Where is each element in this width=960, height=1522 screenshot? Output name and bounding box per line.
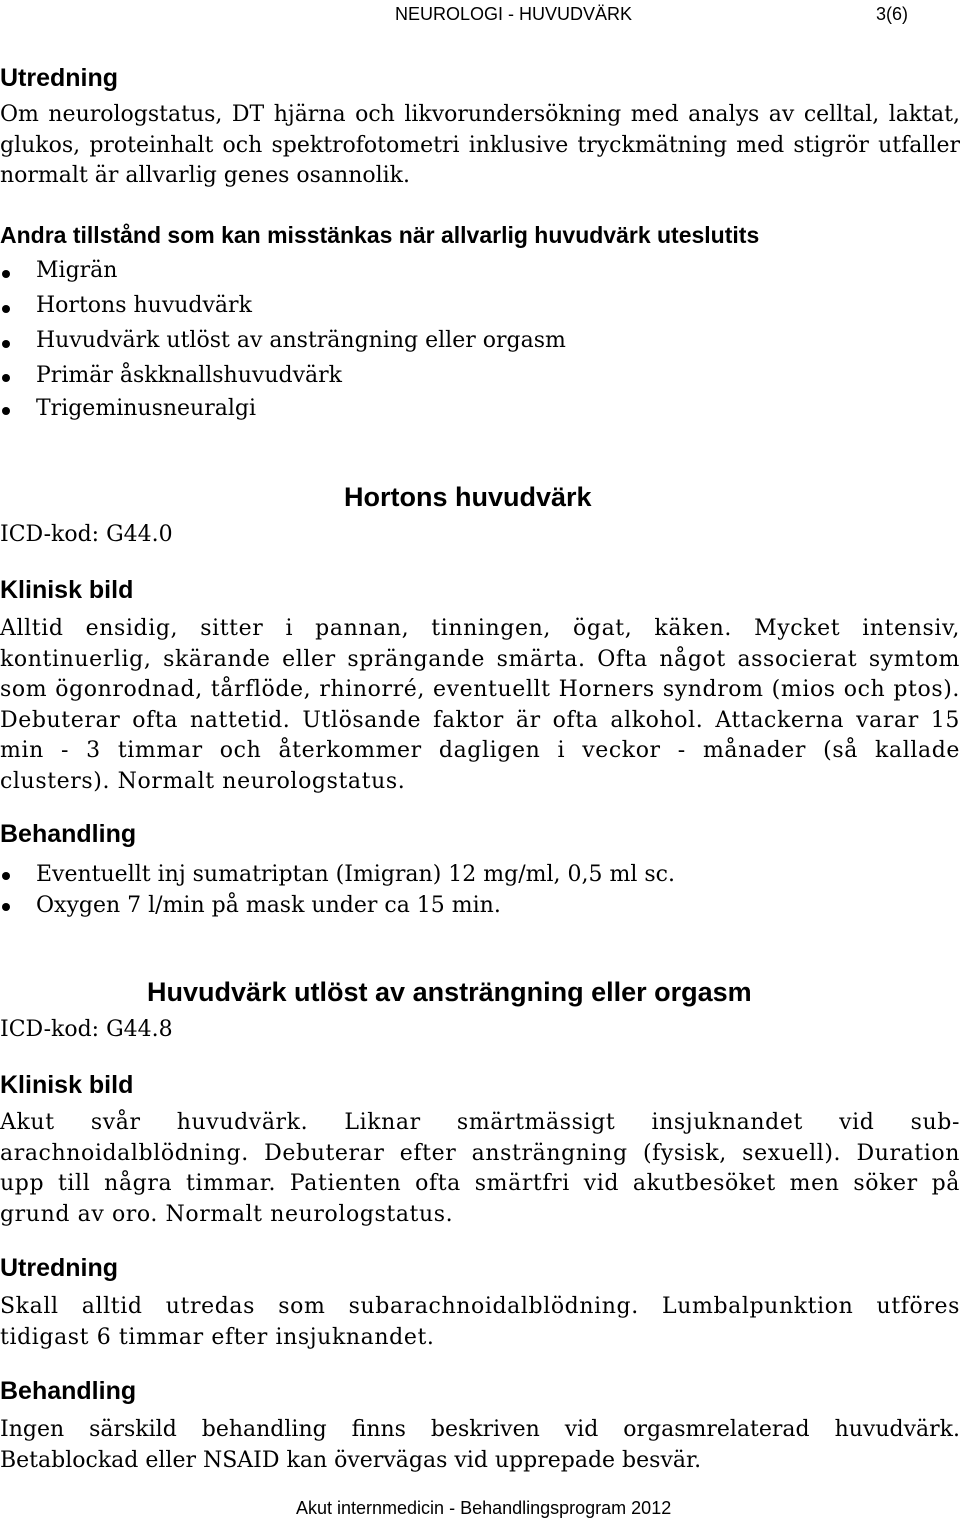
exertion-treatment-heading: Behandling	[0, 1377, 137, 1405]
page-number: 3(6)	[876, 4, 909, 24]
exertion-treatment-paragraph: Ingen särskild behandling finns beskriven vid orgasmrelaterad huvudvärk. Betablockad eller NSAID kan övervägas vid upprepade besvär.	[0, 1417, 960, 1473]
list-item: Huvudvärk utlöst av ansträngning eller orgasm	[0, 326, 566, 361]
bullet-icon	[2, 270, 10, 278]
bullet-icon	[2, 872, 10, 880]
list-item: Primär åskknallshuvudvärk	[0, 361, 566, 394]
list-item: Trigeminusneuralgi	[0, 394, 566, 427]
exertion-investigation-heading: Utredning	[0, 1254, 119, 1282]
hortons-clinical-heading: Klinisk bild	[0, 576, 134, 604]
list-item: Oxygen 7 l/min på mask under ca 15 min.	[0, 891, 675, 922]
hortons-treatment-list	[0, 860, 675, 922]
bullet-icon	[2, 374, 10, 382]
exertion-investigation-paragraph: Skall alltid utredas som subarachnoidalblödning. Lumbalpunktion utföres tidigast 6 timmar efter insjuknandet.	[0, 1294, 960, 1350]
hortons-treatment-heading: Behandling	[0, 820, 137, 848]
hortons-clinical-paragraph: Alltid ensidig, sitter i pannan, tinningen, ögat, käken. Mycket intensiv, kontinuerlig, skärande eller sprängande smärta. Ofta något associerat symtom som ögonrodnad, tårflöde, rhinorré, eventuellt Horners syndrom (mios och ptos). Debuterar ofta nattetid. Utlösande faktor är ofta alkohol. Attackerna varar 15 min - 3 timmar och återkommer dagligen i veckor - månader (så kallade clusters). Normalt neurologstatus.	[0, 616, 960, 794]
other-conditions-list	[0, 256, 566, 427]
utredning-paragraph: Om neurologstatus, DT hjärna och likvorundersökning med analys av celltal, laktat, glukos, proteinhalt och spektrofotometri inklusive tryckmätning med stigrör utfaller normalt är allvarlig genes osannolik.	[0, 102, 960, 188]
list-item: Migrän	[0, 256, 566, 291]
bullet-icon	[2, 407, 10, 415]
exertion-icd-code: ICD-kod: G44.8	[0, 1017, 173, 1042]
running-footer: Akut internmedicin - Behandlingsprogram 2012	[296, 1498, 672, 1518]
bullet-icon	[2, 305, 10, 313]
exertion-clinical-paragraph: Akut svår huvudvärk. Liknar smärtmässigt insjuknandet vid sub-arachnoidalblödning. Debuterar efter ansträngning (fysisk, sexuell). Duration upp till några timmar. Patienten ofta smärtfri vid akutbesöket men söker på grund av oro. Normalt neurologstatus.	[0, 1110, 960, 1227]
other-conditions-heading: Andra tillstånd som kan misstänkas när allvarlig huvudvärk uteslutits	[0, 222, 760, 248]
exertion-clinical-heading: Klinisk bild	[0, 1071, 134, 1099]
bullet-icon	[2, 340, 10, 348]
section-heading-utredning: Utredning	[0, 64, 119, 92]
exertion-title: Huvudvärk utlöst av ansträngning eller orgasm	[147, 977, 752, 1007]
hortons-icd-code: ICD-kod: G44.0	[0, 522, 173, 547]
list-item: Hortons huvudvärk	[0, 291, 566, 326]
running-header-title: NEUROLOGI - HUVUDVÄRK	[395, 4, 633, 24]
bullet-icon	[2, 903, 10, 911]
list-item: Eventuellt inj sumatriptan (Imigran) 12 mg/ml, 0,5 ml sc.	[0, 860, 675, 891]
hortons-title: Hortons huvudvärk	[344, 482, 592, 512]
